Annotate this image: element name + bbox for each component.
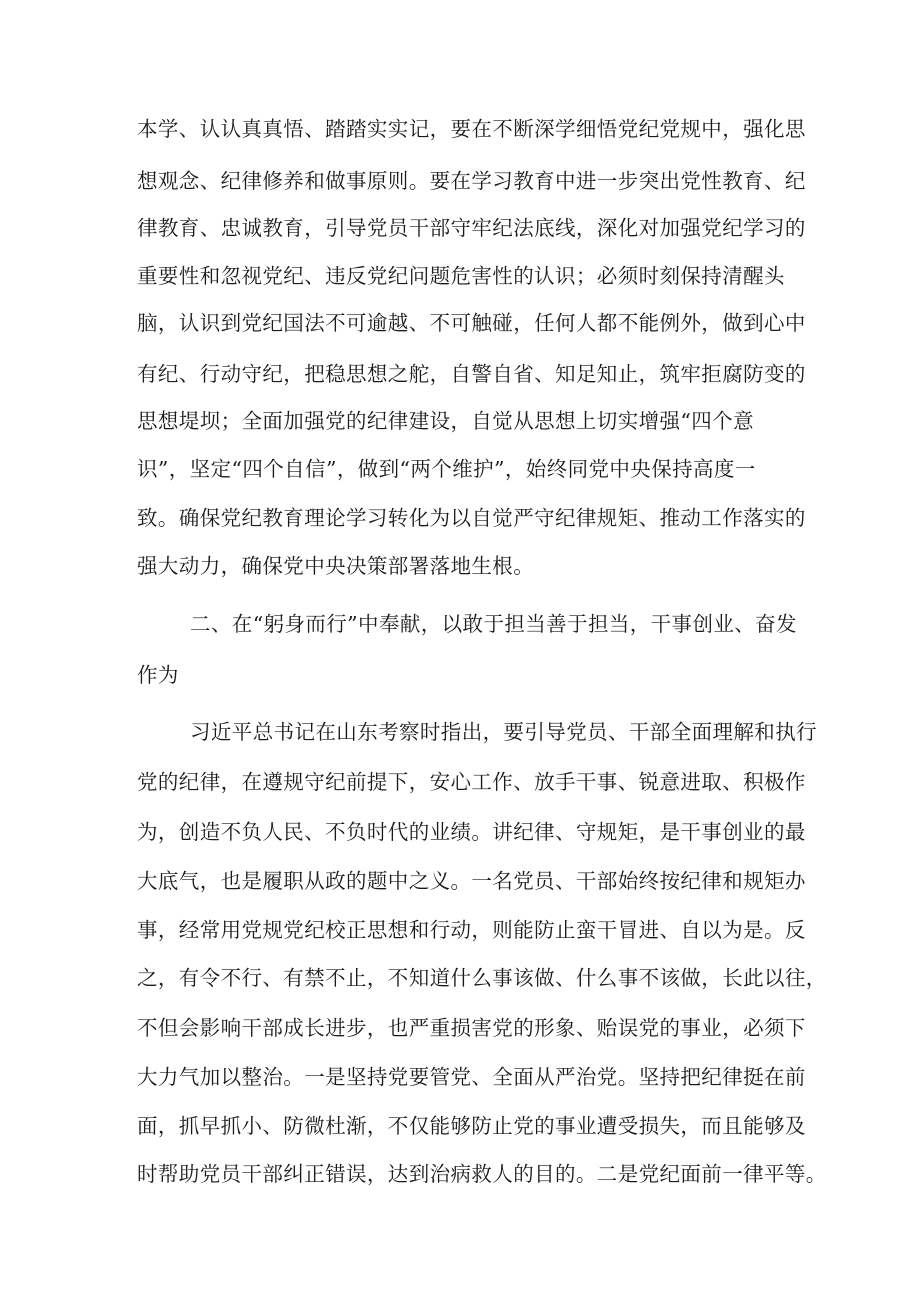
text-line: 识”，坚定“四个自信”，做到“两个维护”，始终同党中央保持高度一 <box>137 457 756 481</box>
text-line: 时帮助党员干部纠正错误，达到治病救人的目的。二是党纪面前一律平等。 <box>137 1162 827 1186</box>
text-line: 脑，认识到党纪国法不可逾越、不可触碰，任何人都不能例外，做到心中 <box>137 311 806 335</box>
text-line: 事，经常用党规党纪校正思想和行动，则能防止蛮干冒进、自以为是。反 <box>137 918 806 942</box>
text-line: 重要性和忽视党纪、违反党纪问题危害性的认识；必须时刻保持清醒头 <box>137 264 785 288</box>
text-line: 致。确保党纪教育理论学习转化为以自觉严守纪律规矩、推动工作落实的 <box>137 506 806 530</box>
text-line: 不但会影响干部成长进步，也严重损害党的形象、贻误党的事业，必须下 <box>137 1016 806 1040</box>
text-line: 大力气加以整治。一是坚持党要管党、全面从严治党。坚持把纪律挺在前 <box>137 1065 806 1089</box>
heading-line: 作为 <box>137 663 179 687</box>
text-line: 之，有令不行、有禁不止，不知道什么事该做、什么事不该做，长此以往， <box>137 966 827 990</box>
text-line: 律教育、忠诚教育，引导党员干部守牢纪法底线，深化对加强党纪学习的 <box>137 216 806 240</box>
text-line: 本学、认认真真悟、踏踏实实记，要在不断深学细悟党纪党规中，强化思 <box>137 117 806 141</box>
text-line: 想观念、纪律修养和做事原则。要在学习教育中进一步突出党性教育、纪 <box>137 169 806 193</box>
text-line: 面，抓早抓小、防微杜渐，不仅能够防止党的事业遭受损失，而且能够及 <box>137 1114 806 1138</box>
text-line: 大底气，也是履职从政的题中之义。一名党员、干部始终按纪律和规矩办 <box>137 869 806 893</box>
text-line: 习近平总书记在山东考察时指出，要引导党员、干部全面理解和执行 <box>190 720 817 744</box>
text-line: 强大动力，确保党中央决策部署落地生根。 <box>137 554 535 578</box>
heading-line: 二、在“躬身而行”中奉献，以敢于担当善于担当，干事创业、奋发 <box>190 612 797 636</box>
text-line: 党的纪律，在遵规守纪前提下，安心工作、放手干事、锐意进取、积极作 <box>137 770 806 794</box>
text-line: 思想堤坝；全面加强党的纪律建设，自觉从思想上切实增强“四个意 <box>137 409 754 433</box>
text-line: 有纪、行动守纪，把稳思想之舵，自警自省、知足知止，筑牢拒腐防变的 <box>137 362 806 386</box>
text-line: 为，创造不负人民、不负时代的业绩。讲纪律、守规矩，是干事创业的最 <box>137 820 806 844</box>
